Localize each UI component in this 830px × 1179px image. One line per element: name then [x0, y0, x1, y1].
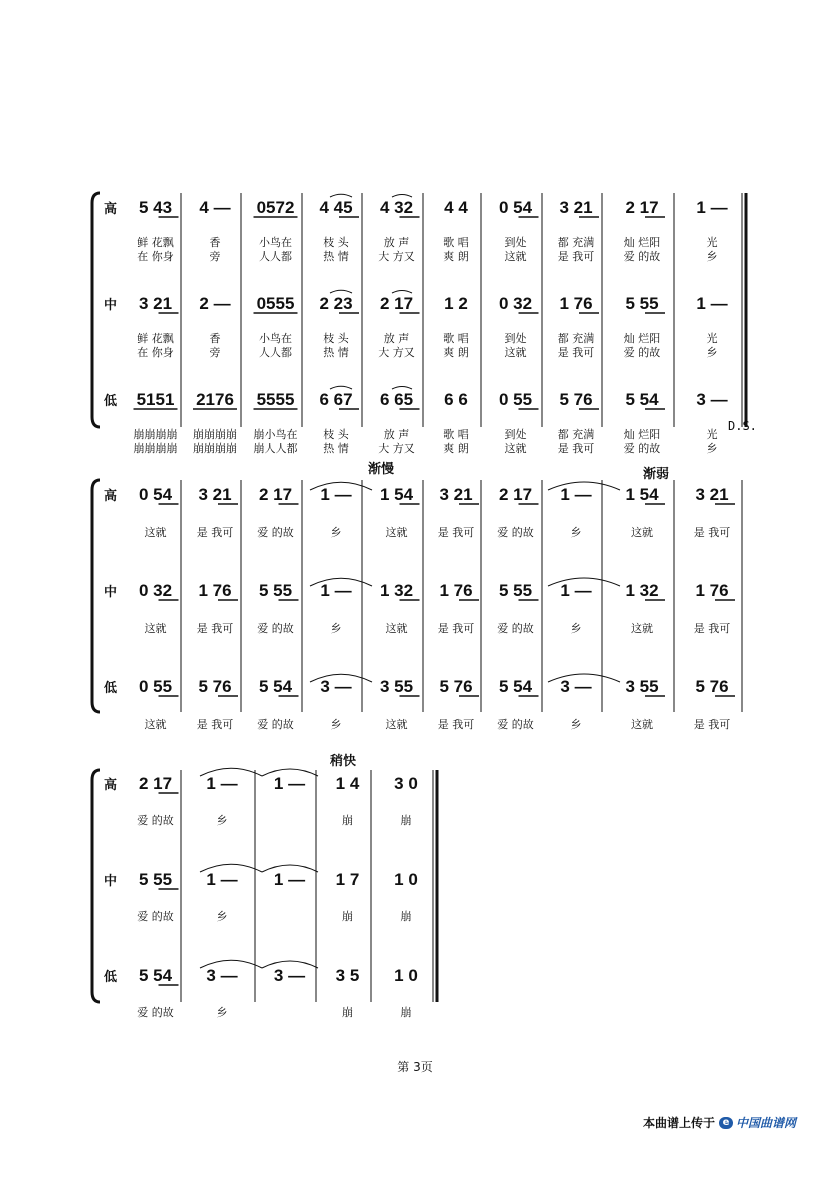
lyric-text: 爱 的故	[137, 1006, 174, 1019]
lyric-text: 旁	[209, 346, 221, 359]
note-group: 1 —	[273, 774, 306, 793]
lyric-text: 鲜 花飘	[137, 236, 174, 249]
note-group: 0 55	[138, 677, 173, 696]
lyric-text: 这就	[385, 526, 408, 539]
note-group: 5 54	[498, 677, 533, 696]
note-group: 5 76	[695, 677, 729, 696]
lyric-text: 崩	[342, 1006, 353, 1019]
note-group: 3 21	[695, 485, 729, 504]
note-group: 2 17	[498, 485, 533, 504]
lyric-text: 爱 的故	[623, 250, 661, 263]
lyric-text: 大 方又	[378, 346, 415, 359]
lyric-text: 是 我可	[437, 526, 475, 539]
note-group: 1 0	[394, 966, 418, 985]
note-group: 1 —	[560, 581, 592, 600]
lyric-text: 崩	[400, 910, 412, 923]
note-group: 1 —	[696, 198, 728, 217]
lyric-text: 是 我可	[693, 622, 731, 635]
lyric-text: 爽 朗	[443, 442, 469, 455]
note-group: 0 55	[498, 390, 533, 409]
lyric-text: 乡	[570, 526, 582, 539]
expression-marking: 稍快	[330, 754, 357, 769]
lyric-text: 放 声	[383, 236, 410, 249]
note-group: 0572	[256, 198, 295, 217]
lyric-text: 是 我可	[196, 622, 234, 635]
lyric-text: 乡	[706, 250, 718, 263]
lyric-text: 爱 的故	[137, 814, 174, 827]
note-group: 2 17	[379, 294, 414, 313]
lyric-text: 光	[706, 428, 718, 441]
lyric-text: 人人都	[259, 250, 292, 263]
lyric-text: 鲜 花飘	[137, 332, 174, 345]
lyric-text: 大 方又	[378, 442, 415, 455]
note-group: 2 —	[199, 294, 231, 313]
note-group: 5 55	[138, 870, 173, 889]
note-group: 5151	[136, 390, 175, 409]
part-label: 中	[104, 585, 118, 600]
lyric-text: 崩人人都	[253, 442, 298, 455]
note-group: 2 17	[258, 485, 293, 504]
note-group: 5 54	[258, 677, 293, 696]
note-group: 5 54	[138, 966, 173, 985]
part-label: 低	[104, 970, 118, 985]
slur-arc	[330, 386, 352, 389]
lyric-text: 崩	[342, 910, 353, 923]
lyric-text: 旁	[209, 250, 221, 263]
note-group: 3 5	[335, 966, 360, 985]
lyric-text: 爱 的故	[497, 526, 534, 539]
lyric-text: 这就	[631, 622, 653, 635]
note-group: 1 76	[198, 581, 232, 600]
lyric-text: 爱 的故	[497, 622, 534, 635]
note-group: 4 45	[319, 198, 353, 217]
lyric-text: 爱 的故	[137, 910, 174, 923]
note-group: 1 76	[559, 294, 593, 313]
lyric-text: 崩	[400, 1006, 412, 1019]
lyric-text: 是 我可	[196, 526, 234, 539]
note-group: 3 —	[273, 966, 306, 985]
note-group: 3 —	[206, 966, 238, 985]
slur-arc	[392, 387, 412, 390]
note-group: 6 67	[319, 390, 353, 409]
slur-arc	[330, 194, 352, 197]
lyric-text: 到处	[504, 332, 527, 345]
page-number: 第 3页	[397, 1060, 433, 1074]
lyric-text: 放 声	[383, 332, 410, 345]
note-group: 5 76	[439, 677, 473, 696]
slur-arc	[330, 290, 352, 293]
note-group: 1 4	[335, 774, 360, 793]
lyric-text: 枝 头	[323, 332, 349, 345]
note-group: 2 17	[138, 774, 173, 793]
lyric-text: 放 声	[383, 428, 410, 441]
note-group: 3 21	[198, 485, 232, 504]
note-group: 3 —	[696, 390, 728, 409]
lyric-text: 乡	[706, 442, 718, 455]
lyric-text: 枝 头	[323, 236, 349, 249]
lyric-text: 是 我可	[437, 622, 475, 635]
note-group: 5555	[256, 390, 295, 409]
expression-marking: 渐慢	[368, 462, 395, 477]
note-group: 4 32	[379, 198, 414, 217]
lyric-text: 小鸟在	[259, 332, 292, 345]
lyric-text: 崩崩崩崩	[193, 442, 237, 455]
lyric-text: 在 你身	[137, 250, 174, 263]
lyric-text: 爱 的故	[623, 442, 661, 455]
lyric-text: 这就	[504, 442, 527, 455]
lyric-text: 爱 的故	[257, 718, 294, 731]
note-group: 3 21	[439, 485, 473, 504]
note-group: 3 21	[138, 294, 173, 313]
lyric-text: 乡	[706, 346, 718, 359]
note-group: 2 23	[319, 294, 353, 313]
lyric-text: 这就	[504, 346, 527, 359]
lyric-text: 枝 头	[323, 428, 349, 441]
lyric-text: 乡	[216, 814, 228, 827]
note-group: 3 —	[560, 677, 592, 696]
lyric-text: 小鸟在	[259, 236, 292, 249]
lyric-text: 大 方又	[378, 250, 415, 263]
slur-arc	[392, 291, 412, 294]
note-group: 0 54	[138, 485, 173, 504]
lyric-text: 乡	[330, 718, 342, 731]
footer-text: 本曲谱上传于	[642, 1116, 715, 1130]
note-group: 1 76	[439, 581, 473, 600]
lyric-text: 崩小鸟在	[253, 428, 298, 441]
lyric-text: 崩	[342, 814, 353, 827]
lyric-text: 是 我可	[557, 346, 595, 359]
da-segno-marking: D.S.	[728, 419, 757, 433]
note-group: 5 55	[625, 294, 659, 313]
expression-marking: 渐弱	[643, 467, 670, 482]
note-group: 6 65	[379, 390, 414, 409]
lyric-text: 这就	[631, 718, 653, 731]
lyric-text: 都 充满	[557, 236, 595, 249]
lyric-text: 到处	[504, 428, 527, 441]
note-group: 5 55	[258, 581, 293, 600]
note-group: 1 —	[696, 294, 728, 313]
note-group: 2176	[196, 390, 234, 409]
lyric-text: 都 充满	[557, 332, 595, 345]
lyric-text: 是 我可	[557, 250, 595, 263]
note-group: 1 32	[625, 581, 659, 600]
lyric-text: 香	[209, 236, 221, 249]
site-logo-text: 中国曲谱网	[735, 1116, 796, 1130]
note-group: 1 —	[320, 485, 352, 504]
note-group: 2 17	[625, 198, 659, 217]
part-label: 低	[104, 681, 118, 696]
lyric-text: 这就	[385, 718, 408, 731]
part-label: 低	[104, 394, 118, 409]
lyric-text: 这就	[504, 250, 527, 263]
lyric-text: 歌 唱	[443, 428, 469, 441]
note-group: 3 55	[379, 677, 414, 696]
note-group: 5 76	[559, 390, 593, 409]
lyric-text: 歌 唱	[443, 332, 469, 345]
lyric-text: 崩崩崩崩	[133, 428, 178, 441]
lyric-text: 到处	[504, 236, 527, 249]
note-group: 0 32	[138, 581, 173, 600]
lyric-text: 乡	[330, 526, 342, 539]
part-label: 中	[104, 874, 118, 889]
lyric-text: 是 我可	[557, 442, 595, 455]
note-group: 6 6	[444, 390, 468, 409]
note-group: 1 7	[335, 870, 360, 889]
lyric-text: 光	[706, 236, 718, 249]
note-group: 3 0	[394, 774, 418, 793]
lyric-text: 是 我可	[693, 526, 731, 539]
note-group: 1 32	[379, 581, 414, 600]
note-group: 0 32	[498, 294, 533, 313]
note-group: 5 55	[498, 581, 533, 600]
lyric-text: 乡	[570, 718, 582, 731]
lyric-text: 崩崩崩崩	[133, 442, 178, 455]
lyric-text: 在 你身	[137, 346, 174, 359]
lyric-text: 都 充满	[557, 428, 595, 441]
e-logo-icon: e	[719, 1117, 733, 1129]
lyric-text: 乡	[330, 622, 342, 635]
lyric-text: 是 我可	[437, 718, 475, 731]
lyric-text: 爱 的故	[497, 718, 534, 731]
note-group: 1 —	[320, 581, 352, 600]
note-group: 5 76	[198, 677, 232, 696]
note-group: 1 —	[560, 485, 592, 504]
note-group: 4 4	[444, 198, 468, 217]
note-group: 3 —	[320, 677, 352, 696]
lyric-text: 这就	[385, 622, 408, 635]
system-bracket	[92, 770, 100, 1002]
note-group: 1 54	[379, 485, 414, 504]
lyric-text: 乡	[216, 1006, 228, 1019]
note-group: 1 54	[625, 485, 659, 504]
lyric-text: 灿 烂阳	[623, 236, 661, 249]
lyric-text: 这就	[144, 526, 167, 539]
lyric-text: 崩崩崩崩	[193, 428, 237, 441]
lyric-text: 热 情	[323, 442, 349, 455]
lyric-text: 香	[209, 332, 221, 345]
lyric-text: 爽 朗	[443, 346, 469, 359]
lyric-text: 歌 唱	[443, 236, 469, 249]
lyric-text: 爱 的故	[257, 622, 294, 635]
site-logo[interactable]	[719, 1114, 796, 1131]
lyric-text: 是 我可	[693, 718, 731, 731]
note-group: 5 54	[625, 390, 659, 409]
part-label: 高	[104, 778, 118, 793]
part-label: 高	[104, 489, 118, 504]
part-label: 中	[104, 298, 118, 313]
lyric-text: 乡	[216, 910, 228, 923]
footer-credit	[643, 1114, 796, 1131]
system-bracket	[92, 193, 100, 427]
lyric-text: 灿 烂阳	[623, 332, 661, 345]
lyric-text: 光	[706, 332, 718, 345]
note-group: 1 76	[695, 581, 729, 600]
lyric-text: 热 情	[323, 250, 349, 263]
lyric-text: 这就	[144, 622, 167, 635]
note-group: 4 —	[199, 198, 231, 217]
lyric-text: 崩	[400, 814, 412, 827]
note-group: 3 55	[625, 677, 659, 696]
lyric-text: 热 情	[323, 346, 349, 359]
note-group: 1 —	[206, 870, 238, 889]
lyric-text: 爽 朗	[443, 250, 469, 263]
note-group: 1 0	[394, 870, 418, 889]
note-group: 3 21	[559, 198, 593, 217]
note-group: 1 2	[444, 294, 468, 313]
lyric-text: 乡	[570, 622, 582, 635]
lyric-text: 是 我可	[196, 718, 234, 731]
lyric-text: 灿 烂阳	[623, 428, 661, 441]
lyric-text: 这就	[631, 526, 653, 539]
system-bracket	[92, 480, 100, 712]
lyric-text: 这就	[144, 718, 167, 731]
note-group: 1 —	[206, 774, 238, 793]
lyric-text: 爱 的故	[257, 526, 294, 539]
note-group: 5 43	[138, 198, 173, 217]
lyric-text: 人人都	[259, 346, 292, 359]
slur-arc	[392, 195, 412, 198]
part-label: 高	[104, 202, 118, 217]
lyric-text: 爱 的故	[623, 346, 661, 359]
note-group: 1 —	[273, 870, 306, 889]
note-group: 0 54	[498, 198, 533, 217]
note-group: 0555	[256, 294, 295, 313]
